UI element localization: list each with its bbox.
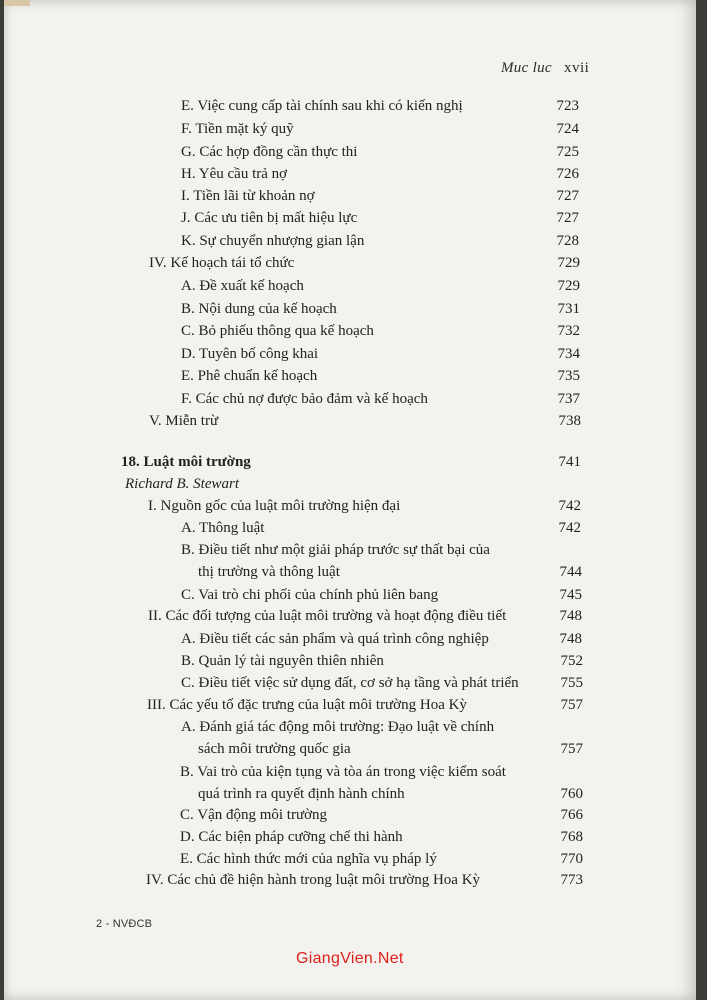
toc-entry-text: A. Điều tiết các sản phẩm và quá trình công nghiệp xyxy=(181,631,489,647)
chapter-page: 741 xyxy=(558,454,581,470)
toc-entry-text: D. Tuyên bố công khai xyxy=(181,346,319,362)
toc-entry-text: J. Các ưu tiên bị mất hiệu lực xyxy=(181,210,358,226)
toc-entry-page: 727 xyxy=(556,188,579,204)
toc-entry-text: B. Vai trò của kiện tụng và tòa án trong việc kiểm soát xyxy=(180,764,506,780)
toc-entry-text: IV. Kế hoạch tái tổ chức xyxy=(149,255,295,271)
toc-entry-page: 735 xyxy=(557,368,580,384)
toc-entry-text: G. Các hợp đồng cần thực thi xyxy=(181,144,358,160)
toc-entry-page: 723 xyxy=(556,98,579,114)
toc-entry-page: 742 xyxy=(558,520,581,536)
toc-entry-page: 760 xyxy=(560,786,583,802)
toc-entry-text: V. Miễn trừ xyxy=(149,413,219,429)
page-edge-strip xyxy=(4,0,30,6)
toc-entry-text: I. Nguồn gốc của luật môi trường hiện đại xyxy=(148,498,401,514)
toc-entry-page: 725 xyxy=(556,144,579,160)
toc-entry-page: 752 xyxy=(560,653,583,669)
toc-entry-page: 748 xyxy=(559,631,582,647)
toc-entry-text: sách môi trường quốc gia xyxy=(198,741,351,757)
toc-entry-text: B. Nội dung của kế hoạch xyxy=(181,301,337,317)
toc-entry-text: II. Các đối tượng của luật môi trường và hoạt động điều tiết xyxy=(148,608,507,624)
toc-entry-page: 757 xyxy=(560,741,583,757)
toc-entry-page: 729 xyxy=(557,255,580,271)
chapter-title: 18. Luật môi trường xyxy=(121,454,251,470)
toc-entry-page: 734 xyxy=(557,346,580,362)
toc-entry-page: 728 xyxy=(556,233,579,249)
toc-entry-text: C. Bỏ phiếu thông qua kế hoạch xyxy=(181,323,374,339)
toc-entry-text: F. Các chủ nợ được bảo đảm và kế hoạch xyxy=(181,391,428,407)
toc-entry-text: IV. Các chủ đề hiện hành trong luật môi trường Hoa Kỳ xyxy=(146,872,481,888)
toc-entry-page: 773 xyxy=(560,872,583,888)
toc-entry-page: 742 xyxy=(558,498,581,514)
toc-entry-text: E. Việc cung cấp tài chính sau khi có kiến nghị xyxy=(181,98,463,114)
toc-entry-text: E. Phê chuẩn kế hoạch xyxy=(181,368,318,384)
toc-entry-page: 732 xyxy=(557,323,580,339)
toc-entry-text: thị trường và thông luật xyxy=(198,564,340,580)
toc-entry-page: 770 xyxy=(560,851,583,867)
watermark-text: GiangVien.Net xyxy=(296,950,404,967)
toc-entry-text: III. Các yếu tố đặc trưng của luật môi trường Hoa Kỳ xyxy=(147,697,467,713)
toc-entry-page: 768 xyxy=(560,829,583,845)
toc-entry-page: 731 xyxy=(557,301,580,317)
toc-entry-page: 729 xyxy=(557,278,580,294)
toc-entry-text: B. Điều tiết như một giải pháp trước sự thất bại của xyxy=(181,542,490,558)
toc-entry-page: 726 xyxy=(556,166,579,182)
footer-signature-code: 2 - NVĐCB xyxy=(96,918,153,930)
running-header-page-number: xvii xyxy=(564,60,590,76)
toc-entry-text: C. Vận động môi trường xyxy=(180,807,328,823)
toc-entry-text: A. Đề xuất kế hoạch xyxy=(181,278,304,294)
toc-entry-text: K. Sự chuyển nhượng gian lận xyxy=(181,233,365,249)
chapter-author: Richard B. Stewart xyxy=(125,476,240,492)
toc-entry-text: E. Các hình thức mới của nghĩa vụ pháp lý xyxy=(180,851,437,867)
toc-entry-text: quá trình ra quyết định hành chính xyxy=(198,786,405,802)
toc-entry-text: H. Yêu cầu trả nợ xyxy=(181,166,288,182)
toc-entry-text: I. Tiền lãi từ khoản nợ xyxy=(181,188,315,204)
toc-entry-page: 748 xyxy=(559,608,582,624)
toc-entry-page: 724 xyxy=(556,121,579,137)
toc-entry-text: B. Quản lý tài nguyên thiên nhiên xyxy=(181,653,384,669)
toc-entry-text: C. Vai trò chi phối của chính phủ liên bang xyxy=(181,587,439,603)
toc-entry-page: 738 xyxy=(558,413,581,429)
toc-entry-page: 727 xyxy=(556,210,579,226)
book-page xyxy=(4,0,696,1000)
toc-entry-text: A. Đánh giá tác động môi trường: Đạo luật về chính xyxy=(181,719,495,735)
toc-entry-text: D. Các biện pháp cưỡng chế thi hành xyxy=(180,829,403,845)
toc-entry-page: 737 xyxy=(557,391,580,407)
toc-entry-page: 744 xyxy=(559,564,582,580)
toc-entry-page: 755 xyxy=(560,675,583,691)
toc-entry-text: A. Thông luật xyxy=(181,520,265,536)
toc-entry-page: 757 xyxy=(560,697,583,713)
toc-entry-text: C. Điều tiết việc sử dụng đất, cơ sở hạ tầng và phát triển xyxy=(181,675,519,691)
toc-entry-page: 745 xyxy=(559,587,582,603)
running-header-title: Muc luc xyxy=(501,60,552,76)
toc-entry-page: 766 xyxy=(560,807,583,823)
toc-entry-text: F. Tiền mặt ký quỹ xyxy=(181,121,294,137)
